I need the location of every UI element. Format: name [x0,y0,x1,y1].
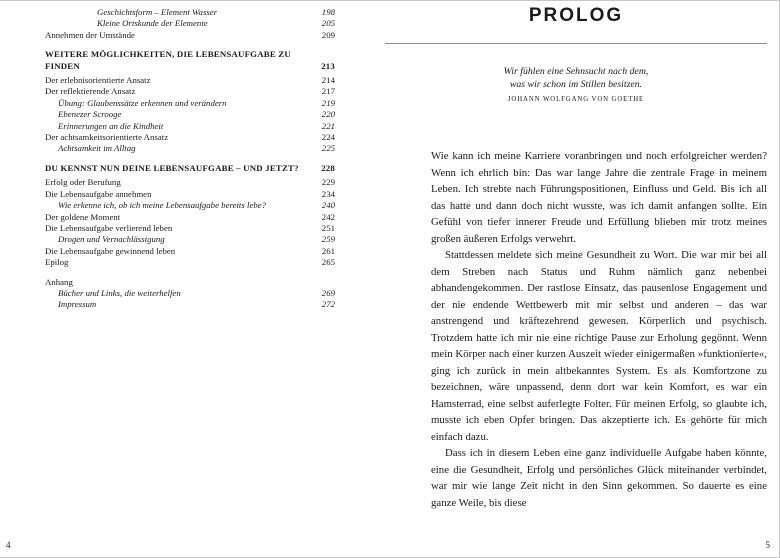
toc-entry [45,234,335,245]
toc-entry-label: Wie erkenne ich, ob ich meine Lebensaufgabe bereits lebe? [58,200,267,211]
toc-entry-page: 269 [321,287,335,298]
epigraph-quote-line: Wir fühlen eine Sehnsucht nach dem, [503,66,649,77]
toc-entry [45,212,335,223]
body-text [431,148,767,511]
toc-entry [45,189,335,200]
toc-entry [45,288,335,299]
toc-entry [45,7,335,18]
toc-entry [45,18,335,29]
toc-entry-page: 213 [321,60,335,71]
toc-entry-page: 221 [321,120,335,131]
toc-entry [45,132,335,143]
toc-entry-label: Der reflektierende Ansatz [45,86,136,97]
toc-entry-label: Achtsamkeit im Alltag [58,143,136,154]
toc-entry-label: Erfolg oder Berufung [45,177,121,188]
body-paragraph: Wie kann ich meine Karriere voranbringen und noch erfolgreicher werden? Wenn ich ehrlich bin: Das war lange Jahre die zentrale Frage in meinem Leben. Ich strebte nach Führungspositionen, Einfluss und Geld. Bis ich all das hatte und dann doch nicht wusste, was ich damit anfangen sollte. Ein Gefühl von tiefer innerer Freude und Erfüllung blieben mir trotz meines großen äußeren Erfolgs verwehrt. [431,150,767,245]
epigraph-attribution: JOHANN WOLFGANG VON GOETHE [507,96,645,103]
toc-entry-page: 265 [321,257,335,268]
toc-entry [45,30,335,41]
toc-entry-page: 228 [321,162,335,173]
toc-entry-page: 234 [321,188,335,199]
page-number-left: 4 [6,540,11,550]
epigraph [385,65,767,103]
toc-entry-page: 198 [321,7,335,17]
toc-entry-label: Ebenezer Scrooge [58,109,122,120]
epigraph-quote-line: was wir schon im Stillen besitzen. [509,79,643,90]
toc-entry-label: Der erlebnisorientierte Ansatz [45,75,151,86]
toc-entry [45,109,335,120]
body-paragraph: Stattdessen meldete sich meine Gesundheit zu Wort. Die war mir bei all dem Streben nach Status und Ruhm nämlich ganz nebenbei abhandengekommen. Der rastlose Einsatz, das pausenlose Engagement und der nie endende Wettbewerb mit mir selbst und anderen – das war anstrengend und kräftezehrend gewesen. Körperlich und psychisch. Trotzdem hatte ich mir nie eine richtige Pause zur Erholung gegönnt. Wenn mein Körper nach einer kurzen Auszeit wieder einigermaßen »funktionierte«, ging ich zurück in mein altbekanntes System. Es als Komfortzone zu bezeichnen, wäre unpassend, denn dort war kein Komfort, es war ein Hamsterrad, eine selbst auferlegte Folter. Für meinen Erfolg, so glaubte ich, musste ich eben Opfer bringen. Das akzeptierte ich. Es gehörte für mich einfach dazu. [431,249,767,443]
toc-entry-label: Drogen und Vernachlässigung [58,234,165,245]
toc-entry-label: DU KENNST NUN DEINE LEBENSAUFGABE – UND JETZT? [45,162,299,173]
toc-entry-page: 219 [321,97,335,108]
toc-entry-page: 240 [321,200,335,211]
toc-entry-page: 242 [321,211,335,222]
toc-entry [45,121,335,132]
toc-entry-label: Die Lebensaufgabe verlierend leben [45,222,173,233]
toc-entry-label: Übung: Glaubenssätze erkennen und verändern [58,97,227,108]
toc-entry [45,86,335,97]
toc-entry-page: 214 [321,75,335,86]
toc-entry-label: Impressum [58,299,97,310]
toc-entry-page: 217 [321,86,335,97]
toc-entry [45,299,335,310]
toc-entry-page: 251 [321,222,335,233]
toc-entry-label: Annehmen der Umstände [45,29,135,40]
toc-entry [45,98,335,109]
toc-entry-label: Der goldene Moment [45,211,121,222]
toc-entry-page: 205 [321,18,335,29]
toc-entry-label: Erinnerungen an die Kindheit [58,120,164,131]
title-rule [385,43,767,44]
table-of-contents [45,7,335,311]
toc-entry [45,49,335,72]
body-paragraph: Dass ich in diesem Leben eine ganz individuelle Aufgabe haben könnte, eine die Gesundheit, Erfolg und persönliches Glück miteinander verbindet, war mir wie lange Zeit nicht in den Sinn gekommen. So dauerte es eine ganze Weile, bis diese [431,447,767,509]
toc-entry [45,223,335,234]
toc-entry-page: 229 [321,177,335,188]
toc-entry-label: Kleine Ortskunde der Elemente [97,18,208,29]
toc-entry [45,143,335,154]
toc-entry-page: 224 [321,132,335,143]
epigraph-quote [385,65,767,91]
toc-entry-label: Der achtsamkeitsorientierte Ansatz [45,132,169,143]
toc-entry-page: 259 [321,234,335,245]
toc-entry-label: Anhang [45,276,73,287]
toc-entry-label: Die Lebensaufgabe gewinnend leben [45,245,176,256]
toc-entry-label: WEITERE MÖGLICHKEITEN, DIE LEBENSAUFGABE ZU FINDEN [45,49,291,71]
toc-entry-label: Die Lebensaufgabe annehmen [45,188,152,199]
toc-entry-page: 261 [321,245,335,256]
toc-entry [45,177,335,188]
toc-entry-label: Geschichtsform – Element Wasser [97,7,218,17]
toc-entry [45,163,335,174]
page-number-right: 5 [765,540,770,550]
prolog-page [385,1,767,557]
chapter-title: PROLOG [528,5,624,26]
toc-entry-page: 225 [321,143,335,154]
toc-entry [45,257,335,268]
toc-entry-label: Bücher und Links, die weiterhelfen [58,287,181,298]
toc-entry [45,75,335,86]
toc-entry-page: 209 [321,29,335,40]
toc-entry-label: Epilog [45,257,69,268]
toc-entry [45,277,335,288]
toc-entry-page: 272 [321,299,335,310]
toc-entry [45,246,335,257]
toc-entry-page: 220 [321,109,335,120]
toc-entry [45,200,335,211]
toc-page [0,1,385,557]
